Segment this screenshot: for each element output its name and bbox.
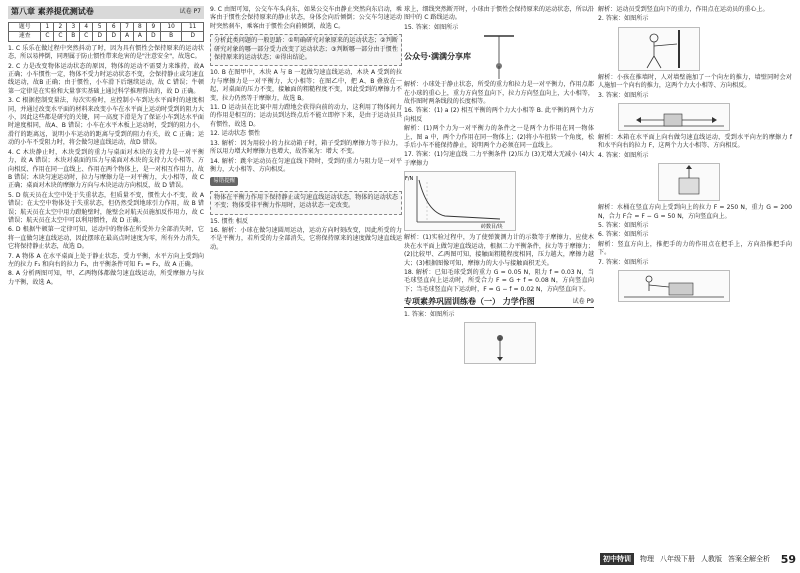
- solution-paragraph: 解析：运动员受到竖直向下的重力，作用点在运动员的重心上。: [598, 6, 769, 13]
- solution-paragraph: 3. 答案：如图所示: [598, 91, 649, 99]
- push-wall-figure: [618, 27, 700, 71]
- solution-paragraph: 6. 答案：如图所示: [598, 231, 649, 239]
- q-answer: A: [121, 32, 134, 41]
- solution-paragraph: 1. 答案：如图所示: [404, 310, 455, 318]
- box-figure: [618, 103, 730, 131]
- q-number: 6: [107, 23, 121, 32]
- cart-figure: [618, 270, 730, 302]
- solution-paragraph: 解析：水桶在竖直方向上受到向上的拉力 F = 250 N，重力 G = 200 N，合力 F合 = F − G = 50 N，方向竖直向上。: [598, 204, 792, 220]
- solution-paragraph: 14. 解析：跳伞运动员在匀速直线下降时，受到的重力与阻力是一对平衡力，大小相等、方向相反。: [210, 157, 402, 173]
- experiment-graph: [404, 171, 516, 231]
- solution-paragraph: 3. C 根据控制变量法，每次实验时，应控制小车到达水平面时的速度相同，并通过改变水平面的材料来改变小车在水平面上运动时受到的阻力大小，因此这些都是研究的关键，同一高度下滑是为了保证小车到达水平面时速度相同，故A、B 错误；小车在水平木板上运动时，受到的阻力小，滑行的距离远，说明小车运动的距离与受到的阻力有关，故 C 正确；运动的小车不受阻力时，将会做匀速直线运动，故D 错误。: [8, 97, 204, 147]
- chapter-header: [8, 6, 204, 19]
- solution-paragraph: 10. B 在图甲中，木块 A 与 B 一起做匀速直线运动，木块 A 受到的拉力与摩擦力是一对平衡力，大小相等；在图乙中，把 A、B 叠放在一起，对桌面的压力不变，接触面的粗糙程度不变，因此受到的摩擦力不变，拉力仍然等于摩擦力，故选 B。: [210, 69, 402, 102]
- q-number: 9: [146, 23, 160, 32]
- q-number: 8: [134, 23, 147, 32]
- q-answer: D: [146, 32, 160, 41]
- solution-paragraph: 18. 解析：已知毛球受到的重力 G = 0.05 N，阻力 f = 0.03 N，当毛球竖直向上运动时，所受合力 F = G + f = 0.08 N，方向竖直向下；当毛球竖直向下运动时，F = G − f = 0.02 N，方向竖直向下。: [404, 268, 594, 293]
- note-text: 物体在平衡力作用下保持静止或匀速直线运动状态，物体的运动状态不变；物体受非平衡力作用时，运动状态一定改变。: [214, 193, 398, 210]
- pendulum-figure: [479, 33, 519, 81]
- q-answer: C: [54, 32, 67, 41]
- graph-ylabel: F/N: [405, 176, 414, 183]
- q-answer: C: [80, 32, 93, 41]
- q-number: 1: [41, 23, 54, 32]
- solution-paragraph: 4. C 木块静止时，木块受到的重力与桌面对木块的支持力是一对平衡力，故 A 错误；木块对桌面的压力与桌面对木块的支持力大小相等、方向相反、作用在同一直线上、作用在两个物体上，是一对相互作用力，故B 错误；木块匀速运动时，拉力与摩擦力是一对平衡力，大小相等，故 C 正确；桌面对木块的摩擦力方向与木块运动方向相反，故 D 错误。: [8, 148, 204, 190]
- table-row-label: 速查: [9, 32, 41, 41]
- solution-paragraph: 解析：小孩在推墙时，人对墙壁施加了一个向左的推力，墙壁同时会对人施加一个向右的推力，这两个力大小相等、方向相反。: [598, 73, 792, 90]
- note-text: 分析此类问题的一般思路：①明确研究对象原来的运动状态；②判断研究对象的哪一部分受力改变了运动状态；③判断哪一部分由于惯性保持原来的运动状态；④得出结论。: [214, 37, 398, 62]
- solution-paragraph: 5. D 航天员在太空中处于失重状态，但质量不变，惯性大小不变，故 A 错误；在太空中物体处于失重状态，但仍然受到地球引力作用，故 B 错误；航天员在太空中用力蹬舱壁时，舱壁会对航天员施加反作用力，故 C 错误；航天员在太空中可以利用惯性，故 D 正确。: [8, 191, 204, 224]
- page-footer: [600, 551, 796, 567]
- chapter-title: 第八章 素养提优测试卷: [11, 7, 94, 17]
- q-number: 2: [54, 23, 67, 32]
- solution-paragraph: 11. D 运动员在比赛中用力蹬地会获得向前的动力，这利用了物体间力的作用是相互的；运动员到达终点后不能立即停下来，是由于运动员具有惯性，故选 D。: [210, 104, 402, 128]
- q-answer: B: [67, 32, 80, 41]
- solution-paragraph: 9. C 由图可知，公交车车头向东，如果公交车由静止突然向东启动，乘客由于惯性会保持原来的静止状态，身体会向后倾倒；公交车匀速运动时突然刹车，乘客由于惯性会向前倾倒，故选 C。: [210, 6, 402, 30]
- q-number: 7: [121, 23, 134, 32]
- solution-paragraph: 7. A 物体 A 在水平桌面上处于静止状态，受力平衡，水平方向上受到向左的拉力 F₁ 和向右的拉力 F₂，由平衡条件可知 F₁ = F₂，故 A 正确。: [8, 252, 204, 268]
- q-number: 3: [67, 23, 80, 32]
- edition-label: 人教版: [701, 555, 722, 563]
- solution-paragraph: 7. 答案：如图所示: [598, 258, 649, 266]
- solution-paragraph: 解析：小球处于静止状态，所受的重力和拉力是一对平衡力，作用点都在小球的重心上，重力方向竖直向下，拉力方向竖直向上，大小相等，故作图时两条线段的长度相等。: [404, 81, 594, 106]
- solution-paragraph: 2. 答案：如图所示: [598, 15, 649, 23]
- solution-paragraph: 2. C 力是改变物体运动状态的原因，物体的运动不需要力来维持，故A 正确；小车惯性一定，物体不受力时运动状态不变，会保持静止或匀速直线运动，故B 正确；由于惯性，小车滑下后继续运动，故 C 错误；牛顿第一定律是在实验和大量事实基础上通过科学推理得出的，故 D 正确。: [8, 62, 204, 95]
- column-2: [210, 6, 402, 253]
- solution-paragraph: 13. 解析：因为用较小的力拉动箱子时，箱子受到的摩擦力等于拉力，所以用力增大时摩擦力也增大，故答案为：增大 不变。: [210, 139, 402, 156]
- section-header: [404, 298, 594, 307]
- solution-paragraph: 解析：竖直方向上，推把手的力的作用点在把手上，方向沿推把手向下。: [598, 240, 792, 257]
- solution-paragraph: 5. 答案：如图所示: [598, 222, 649, 230]
- solution-paragraph: 解析：(1)两个力为一对平衡力的条件之一是两个力作用在同一物体上，图 a 中，两个力作用在同一物体上；(2)将小车扭转一个角度，松手后小车不能保持静止，说明两个力必须在同一直线上。: [404, 125, 594, 150]
- column-4: [598, 6, 792, 305]
- subject-label: 物理: [640, 555, 654, 563]
- q-number: 11: [182, 23, 204, 32]
- solution-paragraph: 16. 答案：(1) a (2) 相互平衡的两个力大小相等 B. 此平衡的两个力方向相反: [404, 107, 594, 123]
- answer-table: [8, 22, 204, 42]
- q-number: 10: [160, 23, 182, 32]
- graph-caption: 砖数目/块: [481, 224, 503, 231]
- bucket-figure: [658, 163, 720, 201]
- table-row-label: 题号: [9, 23, 41, 32]
- solution-paragraph: 4. 答案：如图所示: [598, 151, 649, 159]
- method-note: [210, 34, 402, 66]
- column-3: [404, 6, 594, 367]
- grade-label: 八年级下册: [660, 555, 695, 563]
- section-ref: 试卷 P9: [572, 298, 594, 306]
- q-answer: A: [134, 32, 147, 41]
- solution-paragraph: 17. 答案：(1)匀速直线 二力平衡条件 (2)压力 (3)无增大无减小 (4)大于摩擦力: [404, 151, 594, 167]
- chapter-ref: 试卷 P7: [179, 8, 201, 16]
- q-answer: D: [107, 32, 121, 41]
- solution-paragraph: 6. D 根据牛顿第一定律可知，运动中的物体在所受外力全部消失时，它将一直做匀速直线运动，因此摆球在最高点时速度为零，所有外力消失，它将保持静止状态，故选 D。: [8, 226, 204, 251]
- tip-tag: 易错提醒: [210, 177, 238, 185]
- solution-paragraph: 1. C 乐乐在做过程中突然抖动了时，因为具有惯性会保持原来的运动状态，所以易摔倒，同理属于防止惯性带来危害的是"注意安全"，故选C。: [8, 44, 204, 61]
- tip-note: [210, 191, 402, 215]
- watermark-text: 公众号·满满分享库: [404, 52, 472, 62]
- column-1: [8, 6, 204, 288]
- solution-paragraph: 15. 惯性 相反: [210, 217, 248, 225]
- q-number: 5: [93, 23, 107, 32]
- solution-paragraph: 解析：(1)实验过程中，为了使弹簧测力计的示数等于摩擦力，应使木块在水平面上做匀速直线运动，根据二力平衡条件，拉力等于摩擦力；(2)比较甲、乙两图可知，接触面粗糙程度相同，压力越大，摩擦力越大；(3)根据图像可知，摩擦力的大小与接触面积无关。: [404, 234, 594, 267]
- solution-paragraph: 球上，细线突然断开时，小球由于惯性会保持原来的运动状态，所以沿图中的 C 路线运动。: [404, 6, 594, 22]
- force-diagram: [464, 322, 536, 364]
- solution-paragraph: 解析：木箱在水平面上向右做匀速直线运动，受到水平向左的摩擦力 f 和水平向右的拉力 F，这两个力大小相等、方向相反。: [598, 134, 792, 150]
- solution-paragraph: 12. 运动状态 惯性: [210, 130, 261, 138]
- page-number: 59: [780, 552, 796, 566]
- q-answer: C: [41, 32, 54, 41]
- section-title: 专项素养巩固训练卷（一） 力学作图: [404, 297, 535, 307]
- solution-paragraph: 15. 答案：如图所示: [404, 23, 459, 31]
- q-answer: D: [182, 32, 204, 41]
- solution-paragraph: 8. A 分析两图可知，甲、乙两物体都做匀速直线运动，所受摩擦力与拉力平衡，故选 A。: [8, 270, 204, 286]
- answer-label: 答案全解全析: [728, 555, 770, 563]
- q-answer: B: [160, 32, 182, 41]
- brand-label: 初中特训: [600, 553, 634, 565]
- q-number: 4: [80, 23, 93, 32]
- solution-paragraph: 16. 解析：小球在做匀速圆周运动，运动方向时刻改变，因此所受的力不是平衡力，若所受的力全部消失，它将保持原来的速度做匀速直线运动。: [210, 226, 402, 251]
- q-answer: D: [93, 32, 107, 41]
